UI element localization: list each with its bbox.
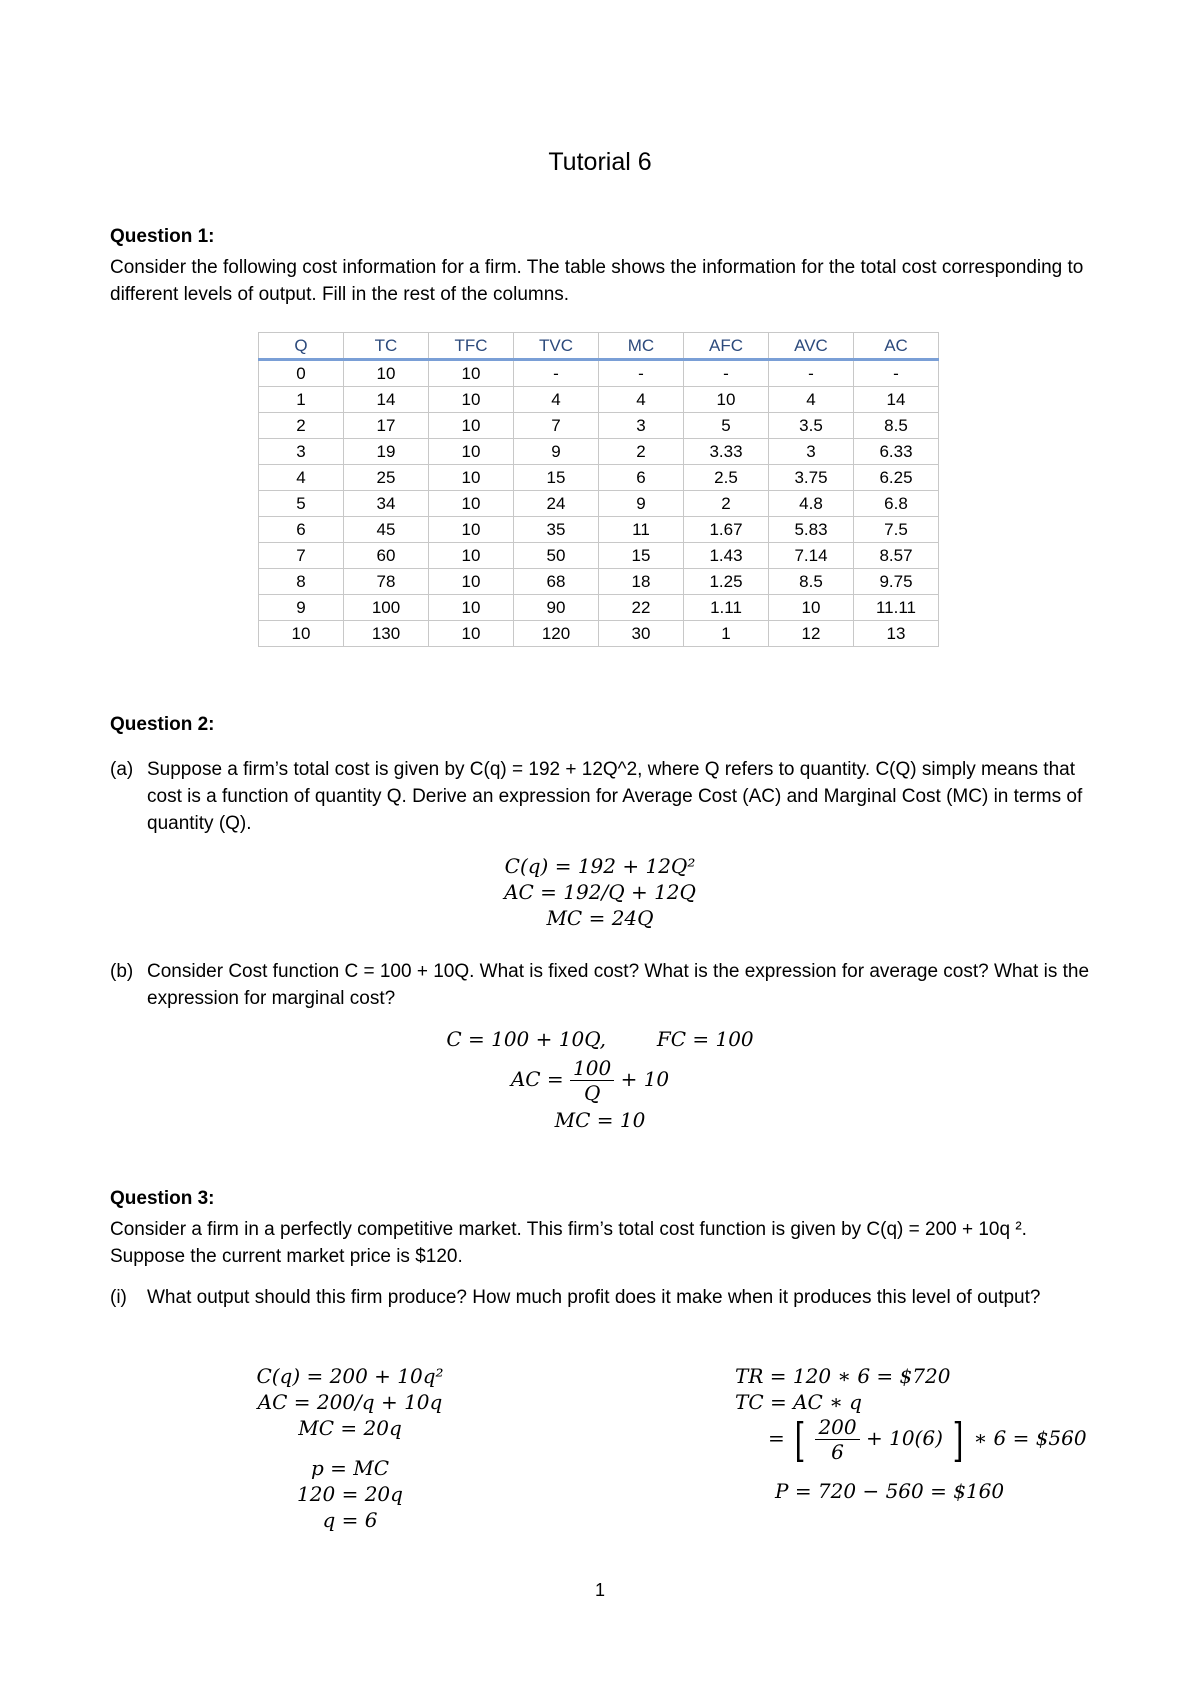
table-cell: 1.67 (684, 517, 769, 543)
tc-middle: + 10(6) (865, 1426, 943, 1450)
question-3-text: Consider a firm in a perfectly competitive market. This firm’s total cost function is given by C(q) = 200 + 10q ². Suppose the current market price is $120. (110, 1219, 1027, 1267)
equation-ac: AC = 192/Q + 12Q (504, 880, 696, 904)
table-cell: 10 (259, 621, 344, 647)
table-cell: 3.33 (684, 439, 769, 465)
question-3-left-equations (200, 1363, 500, 1533)
table-row (259, 621, 939, 647)
question-2-heading: Question 2: (110, 714, 215, 735)
equation-cost: C(q) = 192 + 12Q² (504, 854, 696, 878)
table-cell: 10 (429, 517, 514, 543)
table-cell: 34 (344, 491, 429, 517)
table-cell: 19 (344, 439, 429, 465)
table-cell: 10 (429, 491, 514, 517)
table-cell: 100 (344, 595, 429, 621)
question-3i (110, 1284, 1100, 1311)
table-cell: 7 (514, 413, 599, 439)
fraction-denominator: Q (583, 1081, 601, 1105)
table-cell: 5 (684, 413, 769, 439)
question-3i-label: (i) (110, 1287, 127, 1308)
table-cell: 2.5 (684, 465, 769, 491)
table-cell: 4 (259, 465, 344, 491)
table-cell: 13 (854, 621, 939, 647)
table-cell: 10 (769, 595, 854, 621)
table-cell: 3 (769, 439, 854, 465)
table-cell: 10 (429, 360, 514, 387)
question-2a-equations (0, 853, 1200, 931)
table-cell: 60 (344, 543, 429, 569)
table-row (259, 387, 939, 413)
table-cell: 24 (514, 491, 599, 517)
fraction-denominator: 6 (831, 1440, 844, 1464)
table-row (259, 360, 939, 387)
table-cell: 6 (599, 465, 684, 491)
table-cell: 1 (259, 387, 344, 413)
fraction (570, 1056, 614, 1105)
ac-right: + 10 (620, 1067, 670, 1091)
table-cell: - (684, 360, 769, 387)
table-cell: 50 (514, 543, 599, 569)
table-cell: 15 (514, 465, 599, 491)
table-cell: 9 (514, 439, 599, 465)
table-cell: 11 (599, 517, 684, 543)
question-2a-text: Suppose a firm’s total cost is given by C(q) = 192 + 12Q^2, where Q refers to quantity. C(Q) simply means that cost is a function of quantity Q. Derive an expression for Average Cost (AC) and Marginal Cost (MC) in terms of quantity (Q). (147, 759, 1083, 834)
equation-cost: C(q) = 200 + 10q² (256, 1364, 444, 1388)
table-cell: 6.33 (854, 439, 939, 465)
table-cell: 9.75 (854, 569, 939, 595)
question-1-heading: Question 1: (110, 226, 215, 247)
question-3-right-equations (735, 1363, 1115, 1504)
table-cell: 15 (599, 543, 684, 569)
fraction (815, 1415, 859, 1464)
table-cell: 1.43 (684, 543, 769, 569)
table-row (259, 595, 939, 621)
left-bracket: [ (794, 1412, 806, 1467)
table-cell: 22 (599, 595, 684, 621)
table-cell: 0 (259, 360, 344, 387)
table-cell: 2 (259, 413, 344, 439)
table-cell: 130 (344, 621, 429, 647)
equation-ac: AC = 200/q + 10q (257, 1390, 443, 1414)
table-cell: 5.83 (769, 517, 854, 543)
table-cell: 12 (769, 621, 854, 647)
table-cell: 5 (259, 491, 344, 517)
table-cell: 7.14 (769, 543, 854, 569)
table-cell: - (854, 360, 939, 387)
ac-left: AC = (510, 1067, 564, 1091)
table-cell: - (599, 360, 684, 387)
table-header-cell: TFC (429, 333, 514, 360)
question-2b-text: Consider Cost function C = 100 + 10Q. What is fixed cost? What is the expression for average cost? What is the expression for marginal cost? (147, 961, 1090, 1009)
table-cell: - (514, 360, 599, 387)
question-1-text: Consider the following cost information for a firm. The table shows the information for the total cost corresponding to different levels of output. Fill in the rest of the columns. (110, 257, 1084, 305)
table-header-cell: Q (259, 333, 344, 360)
table-header-cell: AVC (769, 333, 854, 360)
table-cell: 4 (769, 387, 854, 413)
table-cell: 3.5 (769, 413, 854, 439)
table-cell: 14 (344, 387, 429, 413)
equation-ac-fraction (0, 1056, 1200, 1105)
equation-mc: MC = 10 (554, 1108, 646, 1132)
table-cell: 10 (429, 439, 514, 465)
equation-mc: MC = 24Q (546, 906, 654, 930)
equation-p-mc: p = MC (310, 1456, 390, 1480)
table-cell: 10 (429, 595, 514, 621)
right-bracket: ] (952, 1412, 964, 1467)
table-cell: 30 (599, 621, 684, 647)
table-cell: 11.11 (854, 595, 939, 621)
equation-tr: TR = 120 ∗ 6 = $720 (735, 1364, 951, 1388)
table-cell: 10 (344, 360, 429, 387)
table-row (259, 439, 939, 465)
table-cell: 10 (429, 413, 514, 439)
table-row (259, 491, 939, 517)
equation-tc: TC = AC ∗ q (735, 1390, 862, 1414)
table-cell: 120 (514, 621, 599, 647)
table-cell: 10 (429, 569, 514, 595)
table-cell: 3 (259, 439, 344, 465)
table-cell: 3 (599, 413, 684, 439)
table-cell: 68 (514, 569, 599, 595)
equation-tc-value (768, 1412, 1115, 1467)
table-cell: 6.8 (854, 491, 939, 517)
table-cell: 10 (429, 465, 514, 491)
table-header-cell: TVC (514, 333, 599, 360)
page-title: Tutorial 6 (548, 148, 652, 176)
table-cell: 14 (854, 387, 939, 413)
table-cell: 90 (514, 595, 599, 621)
equation-120: 120 = 20q (297, 1482, 403, 1506)
table-header-cell: MC (599, 333, 684, 360)
table-cell: 2 (684, 491, 769, 517)
table-cell: 8.5 (854, 413, 939, 439)
fraction-numerator: 200 (815, 1415, 859, 1440)
table-cell: 18 (599, 569, 684, 595)
table-cell: 1.25 (684, 569, 769, 595)
cost-table (258, 332, 939, 647)
table-cell: - (769, 360, 854, 387)
fraction-numerator: 100 (570, 1056, 614, 1081)
table-cell: 4 (514, 387, 599, 413)
table-cell: 2 (599, 439, 684, 465)
question-2b (110, 958, 1100, 1012)
equation-cost-fc: C = 100 + 10Q, FC = 100 (446, 1027, 754, 1051)
question-2b-equations (0, 1026, 1200, 1133)
table-cell: 17 (344, 413, 429, 439)
table-header-row (259, 333, 939, 360)
table-cell: 10 (684, 387, 769, 413)
table-cell: 4.8 (769, 491, 854, 517)
table-cell: 45 (344, 517, 429, 543)
equation-q: q = 6 (322, 1508, 378, 1532)
table-cell: 78 (344, 569, 429, 595)
table-cell: 3.75 (769, 465, 854, 491)
table-row (259, 569, 939, 595)
equals-sign: = (768, 1426, 785, 1450)
table-cell: 8.5 (769, 569, 854, 595)
table-cell: 8.57 (854, 543, 939, 569)
table-cell: 6 (259, 517, 344, 543)
table-cell: 1.11 (684, 595, 769, 621)
table-cell: 7 (259, 543, 344, 569)
table-row (259, 413, 939, 439)
table-cell: 8 (259, 569, 344, 595)
question-2a-label: (a) (110, 759, 134, 780)
table-header-cell: AC (854, 333, 939, 360)
question-3i-text: What output should this firm produce? How much profit does it make when it produces this level of output? (147, 1287, 1041, 1308)
tc-result: ∗ 6 = $560 (973, 1426, 1087, 1450)
equation-profit: P = 720 − 560 = $160 (775, 1479, 1005, 1503)
table-cell: 9 (259, 595, 344, 621)
question-2a (110, 756, 1100, 837)
table-row (259, 465, 939, 491)
table-cell: 25 (344, 465, 429, 491)
table-header-cell: TC (344, 333, 429, 360)
equation-mc: MC = 20q (298, 1416, 402, 1440)
table-cell: 10 (429, 387, 514, 413)
table-row (259, 517, 939, 543)
table-cell: 7.5 (854, 517, 939, 543)
table-row (259, 543, 939, 569)
table-header-cell: AFC (684, 333, 769, 360)
table-cell: 35 (514, 517, 599, 543)
question-3-heading: Question 3: (110, 1188, 215, 1209)
page-number: 1 (594, 1580, 605, 1600)
table-cell: 4 (599, 387, 684, 413)
table-cell: 9 (599, 491, 684, 517)
table-cell: 6.25 (854, 465, 939, 491)
table-cell: 10 (429, 621, 514, 647)
table-cell: 1 (684, 621, 769, 647)
table-cell: 10 (429, 543, 514, 569)
question-2b-label: (b) (110, 961, 134, 982)
